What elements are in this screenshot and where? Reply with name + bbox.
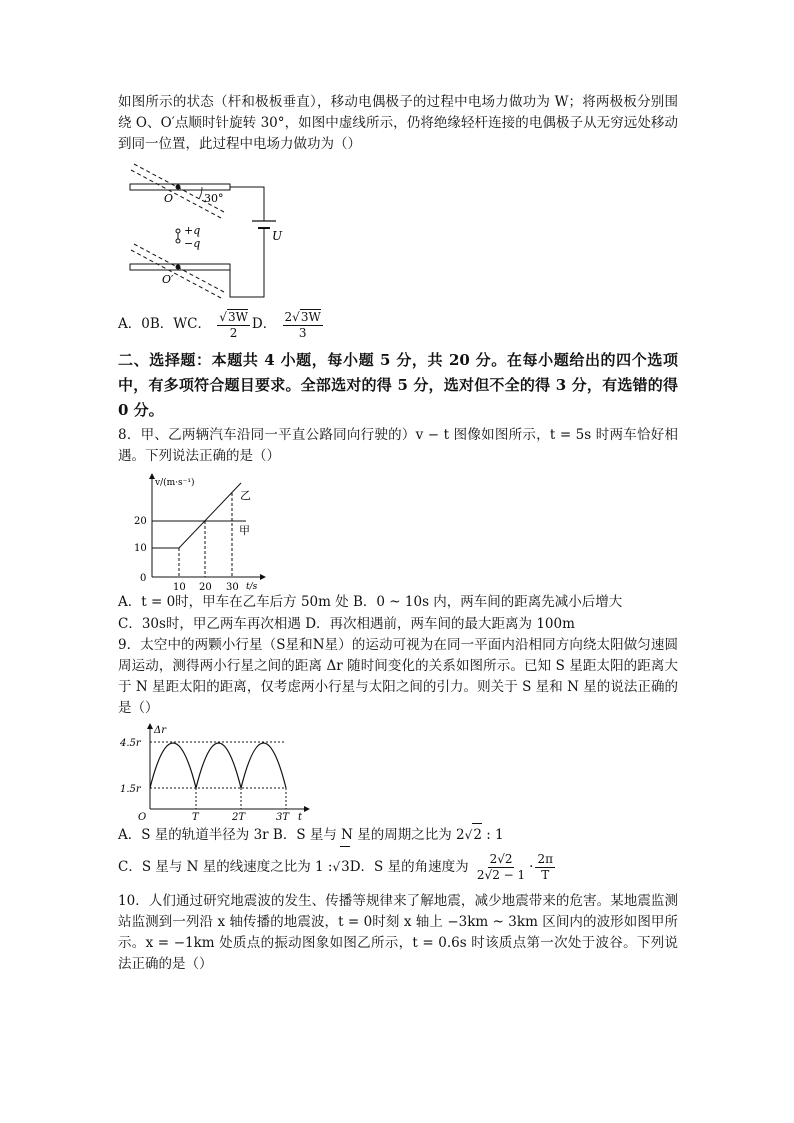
svg-text:2T: 2T (232, 812, 246, 823)
svg-text:10: 10 (173, 582, 186, 591)
label-o: O (164, 192, 174, 205)
q8-ylabel: v/(m·s⁻¹) (155, 478, 195, 488)
svg-text:甲: 甲 (239, 524, 250, 537)
q7-option-c-fraction: $\frac{√3W}{2}$ (219, 309, 248, 340)
series-yi (152, 483, 241, 548)
svg-text:3T: 3T (276, 812, 290, 823)
svg-text:20: 20 (199, 582, 212, 591)
q7-text: 如图所示的状态（杆和极板垂直），移动电偶极子的过程中电场力做功为 W；将两极板分别围绕 O、O′点顺时针旋转 30°，如图中虚线所示，仍将绝缘轻杆连接的电偶极子从无穷远处移动到同一位置，此过程中电场力做功为（） (118, 94, 678, 152)
battery-label: U (272, 229, 283, 243)
q9-options-ab: A．S 星的轨道半径为 3r B．S 星与 N 星的周期之比为 2√2 : 1 (118, 823, 678, 846)
svg-text:10: 10 (134, 543, 147, 554)
svg-text:20: 20 (134, 516, 147, 527)
q8-xlabel: t/s (246, 582, 258, 591)
svg-text:0: 0 (140, 573, 147, 584)
q9-dr-chart (120, 723, 310, 823)
plus-q: +q (184, 224, 201, 237)
svg-text:t: t (298, 812, 303, 823)
q8-text: 8．甲、乙两辆汽车沿同一平直公路同向行驶的）v − t 图像如图所示，t = 5s 时两车恰好相遇。下列说法正确的是（） (118, 427, 678, 464)
q8-options-cd: C．30s时，甲乙两车再次相遇 D．再次相遇前，两车间的最大距离为 100m (118, 616, 575, 632)
exam-page (118, 92, 678, 975)
svg-text:乙: 乙 (240, 489, 251, 502)
svg-text:T: T (192, 812, 199, 823)
angle-label: 30° (204, 192, 224, 205)
minus-q: −q (184, 237, 201, 250)
svg-text:4.5r: 4.5r (120, 738, 141, 749)
svg-text:O: O (138, 812, 147, 823)
svg-text:30: 30 (226, 582, 239, 591)
q7-figure (124, 159, 294, 304)
q8-options-ab: A．t = 0时，甲车在乙车后方 50m 处 B．0 ~ 10s 内，两车间的距离先减小后增大 (118, 594, 623, 610)
pivot-o (176, 185, 181, 190)
q8-vt-chart (126, 471, 266, 591)
section-2-heading: 二、选择题：本题共 4 小题，每小题 5 分，共 20 分。在每小题给出的四个选项中，有多项符合题目要求。全部选对的得 5 分，选对但不全的得 3 分，有选错的得 0 分。 (118, 351, 678, 419)
pivot-o-prime (176, 265, 181, 270)
q10-text: 10．人们通过研究地震波的发生、传播等规律来了解地震，减少地震带来的危害。某地震监测站监测到一列沿 x 轴传播的地震波，t = 0时刻 x 轴上 −3km ~ 3km 区间内的波形如图甲所示。x = −1km 处质点的振动图象如图乙所示，t = 0.6s 时该质点第一次处于波谷。下列说法正确的是（） (118, 893, 678, 972)
q9-options-cd: C．S 星与 N 星的线速度之比为 1 :√3D．S 星的角速度为 $\frac{2√2}{2√2 - 1}$ · $\frac{2\pi}{T}$ (118, 846, 678, 887)
dr-curve (150, 743, 286, 788)
q7-options: A．0B．WC． $\frac{√3W}{2}$ D． $\frac{2√3W}{3}$ (118, 309, 321, 340)
svg-text:Δr: Δr (154, 725, 167, 736)
label-o-prime: O′ (162, 273, 174, 286)
svg-text:1.5r: 1.5r (120, 784, 141, 795)
q9-text: 9．太空中的两颗小行星（S星和N星）的运动可视为在同一平面内沿相同方向绕太阳做匀速圆周运动，测得两小行星之间的距离 Δr 随时间变化的关系如图所示。已知 S 星距太阳的距离大于 N 星距太阳的距离，仅考虑两小行星与太阳之间的引力。则关于 S 星和 N 星的说法正确的是（） (118, 637, 678, 716)
q7-option-d-fraction: $\frac{2√3W}{3}$ (284, 309, 321, 340)
